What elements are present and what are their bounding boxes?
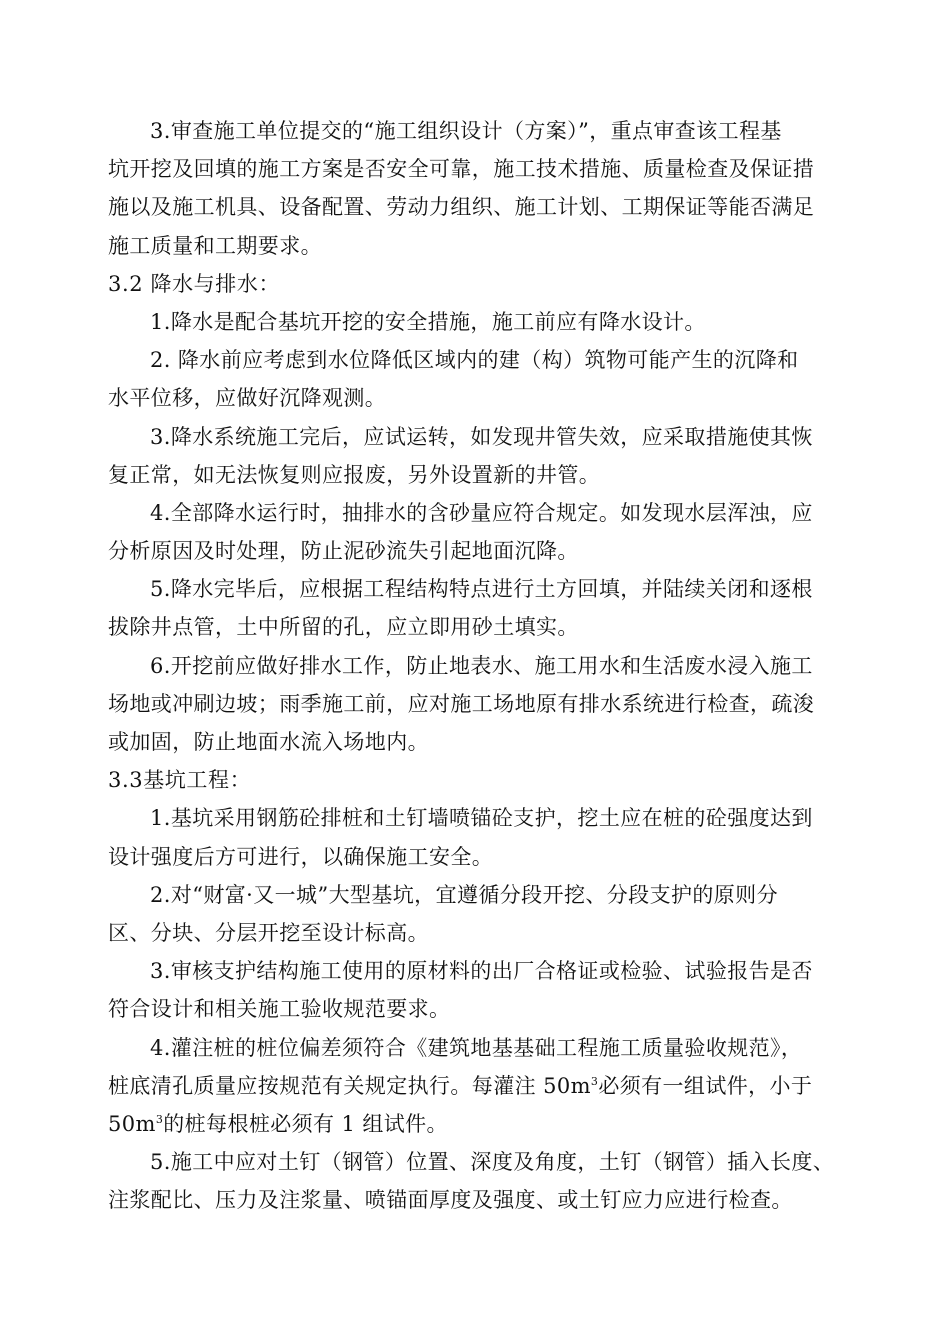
text-fragment: 桩底清孔质量应按规范有关规定执行。每灌注 50m xyxy=(108,1073,591,1098)
text-line: 5.降水完毕后，应根据工程结构特点进行土方回填，并陆续关闭和逐根 xyxy=(150,577,813,602)
text-line: 4.全部降水运行时，抽排水的含砂量应符合规定。如发现水层浑浊，应 xyxy=(150,500,813,525)
paragraph-construction-plan-review xyxy=(108,112,850,265)
text-line: 区、分块、分层开挖至设计标高。 xyxy=(108,920,429,945)
text-line: 坑开挖及回填的施工方案是否安全可靠，施工技术措施、质量检查及保证措 xyxy=(108,157,815,182)
document-body xyxy=(108,112,850,1219)
text-line: 或加固，防止地面水流入场地内。 xyxy=(108,730,429,754)
superscript-3: 3 xyxy=(590,1074,599,1088)
text-line-with-superscript xyxy=(108,1067,850,1105)
text-line: 3.审查施工单位提交的“施工组织设计（方案）”，重点审查该工程基 xyxy=(150,119,782,143)
text-line: 3.降水系统施工完后，应试运转，如发现井管失效，应采取措施使其恢 xyxy=(150,424,813,449)
text-line: 1.降水是配合基坑开挖的安全措施，施工前应有降水设计。 xyxy=(150,309,706,334)
text-line: 4.灌注桩的桩位偏差须符合《建筑地基基础工程施工质量验收规范》， xyxy=(150,1035,803,1060)
section-3-3-items xyxy=(108,799,850,1219)
text-line: 2.对“财富·又一城”大型基坑，宜遵循分段开挖、分段支护的原则分 xyxy=(150,882,778,907)
section-heading-3-3: 3.3基坑工程： xyxy=(108,768,252,793)
text-line: 注浆配比、压力及注浆量、喷锚面厚度及强度、或土钉应力应进行检查。 xyxy=(108,1188,793,1213)
text-line: 符合设计和相关施工验收规范要求。 xyxy=(108,997,451,1022)
text-line: 拔除井点管，土中所留的孔，应立即用砂土填实。 xyxy=(108,615,579,640)
section-heading-3-2: 3.2 降水与排水： xyxy=(108,271,281,296)
superscript-3: 3 xyxy=(155,1112,164,1126)
text-line: 分析原因及时处理，防止泥砂流失引起地面沉降。 xyxy=(108,539,579,564)
text-fragment: 的桩每根桩必须有 1 组试件。 xyxy=(163,1111,448,1136)
text-line: 水平位移，应做好沉降观测。 xyxy=(108,386,387,411)
text-line: 场地或冲刷边坡；雨季施工前，应对施工场地原有排水系统进行检查，疏浚 xyxy=(108,691,815,716)
text-line: 施工质量和工期要求。 xyxy=(108,233,322,258)
text-line: 复正常，如无法恢复则应报废，另外设置新的井管。 xyxy=(108,462,601,487)
text-fragment: 必须有一组试件，小于 xyxy=(598,1073,813,1098)
text-line: 2. 降水前应考虑到水位降低区域内的建（构）筑物可能产生的沉降和 xyxy=(150,348,799,373)
text-fragment: 50m xyxy=(108,1111,156,1136)
text-line-with-superscript xyxy=(108,1105,850,1143)
text-line: 6.开挖前应做好排水工作，防止地表水、施工用水和生活废水浸入施工 xyxy=(150,653,813,678)
text-line: 施以及施工机具、设备配置、劳动力组织、施工计划、工期保证等能否满足 xyxy=(108,195,815,220)
text-line: 5.施工中应对土钉（钢管）位置、深度及角度，土钉（钢管）插入长度、 xyxy=(150,1150,835,1175)
section-3-2-items xyxy=(108,303,850,761)
text-line: 设计强度后方可进行，以确保施工安全。 xyxy=(108,844,494,869)
text-line: 3.审核支护结构施工使用的原材料的出厂合格证或检验、试验报告是否 xyxy=(150,959,813,984)
text-line: 1.基坑采用钢筋砼排桩和土钉墙喷锚砼支护，挖土应在桩的砼强度达到 xyxy=(150,806,813,831)
